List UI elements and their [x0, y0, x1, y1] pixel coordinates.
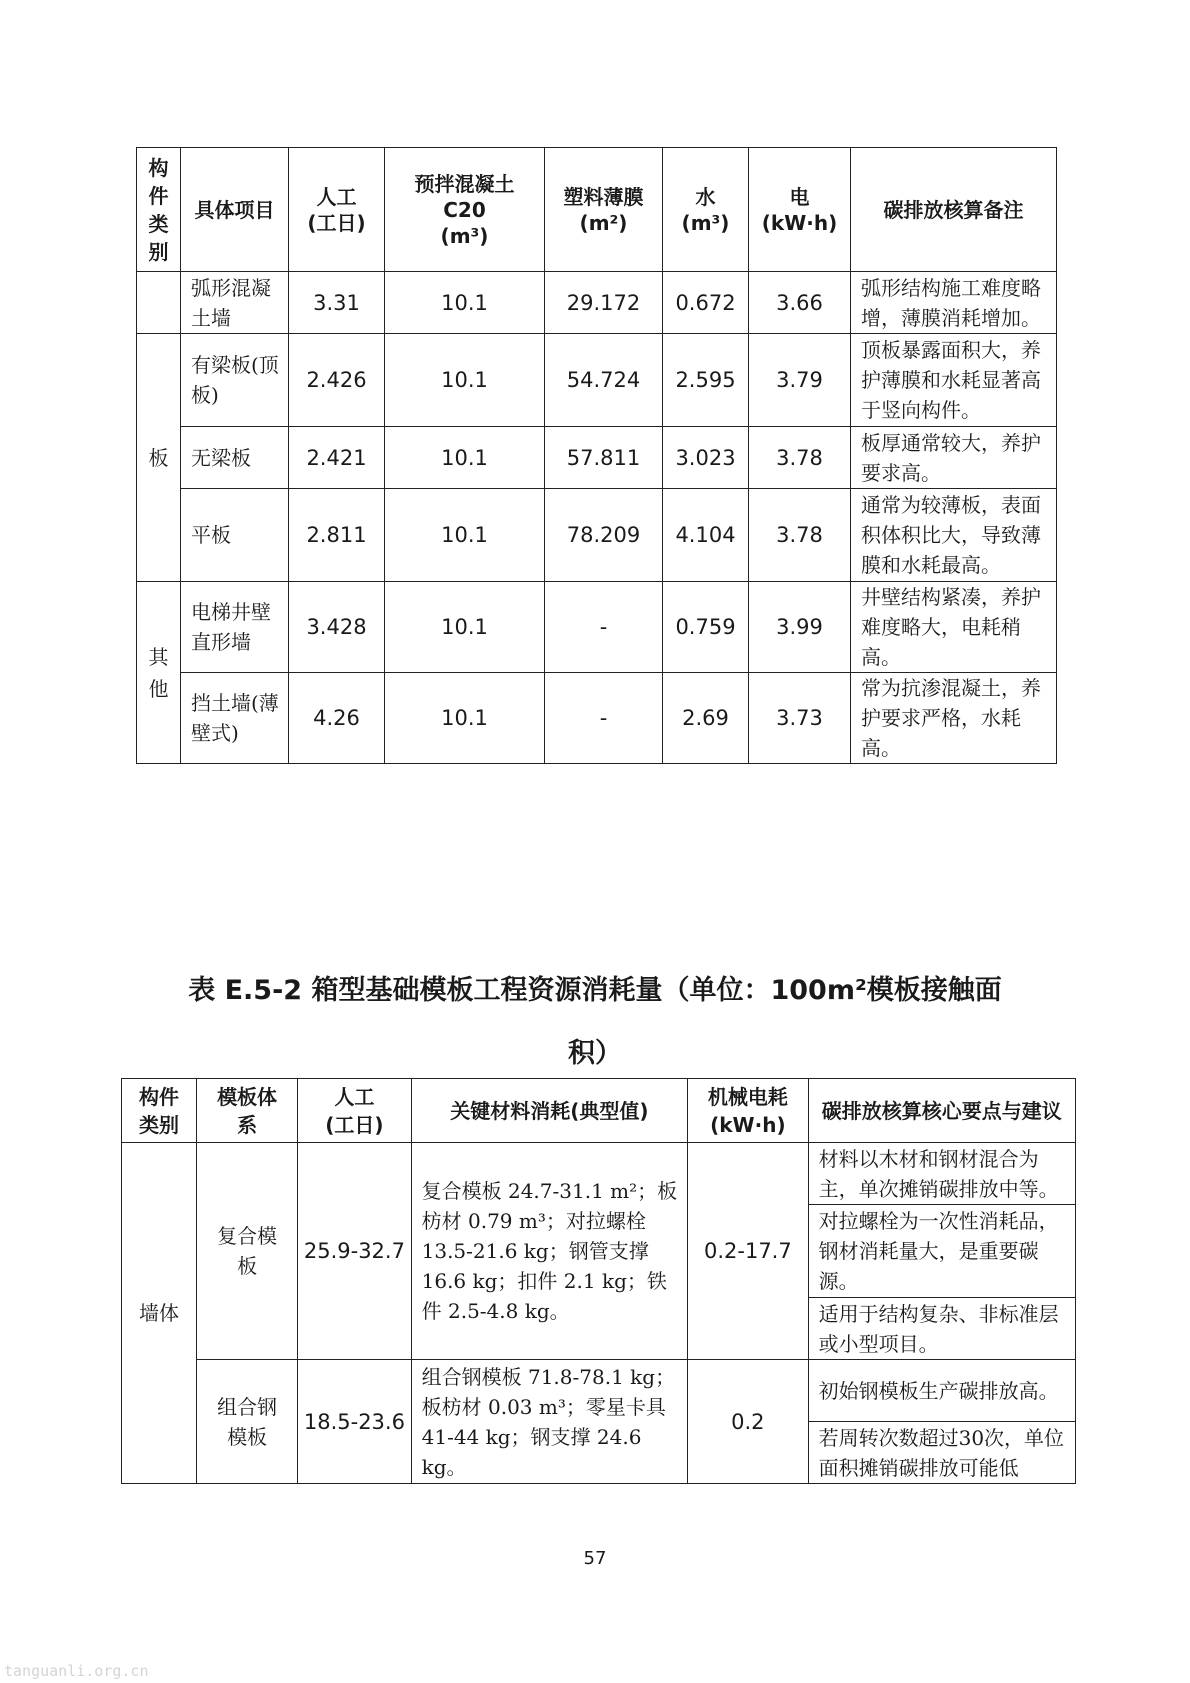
- film-cell: -: [545, 673, 663, 764]
- header-advice: 碳排放核算核心要点与建议: [808, 1079, 1075, 1143]
- header-concrete: 预拌混凝土 C20 (m³): [385, 148, 545, 272]
- electricity-cell: 3.78: [749, 489, 851, 582]
- electricity-cell: 3.79: [749, 334, 851, 427]
- concrete-cell: 10.1: [385, 489, 545, 582]
- note-cell: 井壁结构紧凑，养护难度略大，电耗稍高。: [851, 582, 1057, 673]
- labor-cell: 4.26: [289, 673, 385, 764]
- table-header-row: [137, 148, 1057, 272]
- table-row: [122, 1143, 1076, 1205]
- header-labor: 人工 (工日): [289, 148, 385, 272]
- labor-cell: 3.31: [289, 272, 385, 334]
- table-row: [122, 1360, 1076, 1422]
- header-item: 具体项目: [181, 148, 289, 272]
- header-category: 构 件 类 别: [137, 148, 181, 272]
- film-cell: 54.724: [545, 334, 663, 427]
- table-row: [137, 334, 1057, 427]
- water-cell: 0.672: [663, 272, 749, 334]
- note-cell: 弧形结构施工难度略增，薄膜消耗增加。: [851, 272, 1057, 334]
- note-cell: 通常为较薄板，表面积体积比大，导致薄膜和水耗最高。: [851, 489, 1057, 582]
- labor-cell: 3.428: [289, 582, 385, 673]
- table-row: [137, 582, 1057, 673]
- note-cell: 顶板暴露面积大，养护薄膜和水耗显著高于竖向构件。: [851, 334, 1057, 427]
- table-row: [137, 673, 1057, 764]
- group-other: 其他: [137, 582, 181, 764]
- item-cell: 弧形混凝土墙: [181, 272, 289, 334]
- header-water: 水 (m³): [663, 148, 749, 272]
- site-watermark: tanguanli.org.cn: [4, 1662, 149, 1680]
- electricity-cell: 3.66: [749, 272, 851, 334]
- item-cell: 平板: [181, 489, 289, 582]
- materials-cell: 复合模板 24.7-31.1 m²；板枋材 0.79 m³；对拉螺栓 13.5-21.6 kg；钢管支撑 16.6 kg；扣件 2.1 kg；铁件 2.5-4.8 kg。: [411, 1143, 687, 1360]
- item-cell: 有梁板(顶板): [181, 334, 289, 427]
- resource-table-1: [136, 147, 1057, 764]
- machine-cell: 0.2: [688, 1360, 809, 1484]
- category-cell: [137, 272, 181, 334]
- system-cell: 组合钢模板: [196, 1360, 297, 1484]
- advice-cell: 若周转次数超过30次，单位面积摊销碳排放可能低: [808, 1422, 1075, 1484]
- advice-cell: 材料以木材和钢材混合为主，单次摊销碳排放中等。: [808, 1143, 1075, 1205]
- table-header-row: [122, 1079, 1076, 1143]
- header-labor: 人工 (工日): [298, 1079, 411, 1143]
- electricity-cell: 3.78: [749, 427, 851, 489]
- note-cell: 常为抗渗混凝土，养护要求严格，水耗高。: [851, 673, 1057, 764]
- item-cell: 挡土墙(薄壁式): [181, 673, 289, 764]
- machine-cell: 0.2-17.7: [688, 1143, 809, 1360]
- resource-table-2: [121, 1078, 1076, 1484]
- water-cell: 3.023: [663, 427, 749, 489]
- water-cell: 4.104: [663, 489, 749, 582]
- header-film: 塑料薄膜 (m²): [545, 148, 663, 272]
- labor-cell: 25.9-32.7: [298, 1143, 411, 1360]
- header-category: 构件类别: [122, 1079, 197, 1143]
- advice-cell: 初始钢模板生产碳排放高。: [808, 1360, 1075, 1422]
- table-row: [137, 427, 1057, 489]
- concrete-cell: 10.1: [385, 272, 545, 334]
- system-cell: 复合模板: [196, 1143, 297, 1360]
- electricity-cell: 3.73: [749, 673, 851, 764]
- note-cell: 板厚通常较大，养护要求高。: [851, 427, 1057, 489]
- water-cell: 0.759: [663, 582, 749, 673]
- concrete-cell: 10.1: [385, 582, 545, 673]
- film-cell: 29.172: [545, 272, 663, 334]
- labor-cell: 2.421: [289, 427, 385, 489]
- film-cell: 78.209: [545, 489, 663, 582]
- header-materials: 关键材料消耗(典型值): [411, 1079, 687, 1143]
- item-cell: 无梁板: [181, 427, 289, 489]
- item-cell: 电梯井壁直形墙: [181, 582, 289, 673]
- advice-cell: 适用于结构复杂、非标准层或小型项目。: [808, 1298, 1075, 1360]
- table-row: [137, 489, 1057, 582]
- film-cell: -: [545, 582, 663, 673]
- concrete-cell: 10.1: [385, 334, 545, 427]
- labor-cell: 18.5-23.6: [298, 1360, 411, 1484]
- concrete-cell: 10.1: [385, 427, 545, 489]
- table-row: [137, 272, 1057, 334]
- table-caption: 表 E.5-2 箱型基础模板工程资源消耗量（单位：100m²模板接触面: [188, 975, 1002, 1006]
- concrete-cell: 10.1: [385, 673, 545, 764]
- labor-cell: 2.426: [289, 334, 385, 427]
- header-machine: 机械电耗 (kW·h): [688, 1079, 809, 1143]
- advice-cell: 对拉螺栓为一次性消耗品，钢材消耗量大，是重要碳源。: [808, 1205, 1075, 1298]
- water-cell: 2.69: [663, 673, 749, 764]
- header-electricity: 电 (kW·h): [749, 148, 851, 272]
- category-cell: 墙体: [122, 1143, 197, 1484]
- table-caption-continued: 积）: [568, 1038, 622, 1069]
- film-cell: 57.811: [545, 427, 663, 489]
- page-number: 57: [583, 1548, 607, 1569]
- header-system: 模板体系: [196, 1079, 297, 1143]
- water-cell: 2.595: [663, 334, 749, 427]
- electricity-cell: 3.99: [749, 582, 851, 673]
- header-note: 碳排放核算备注: [851, 148, 1057, 272]
- group-slab: 板: [137, 334, 181, 582]
- labor-cell: 2.811: [289, 489, 385, 582]
- materials-cell: 组合钢模板 71.8-78.1 kg；板枋材 0.03 m³；零星卡具 41-44 kg；钢支撑 24.6 kg。: [411, 1360, 687, 1484]
